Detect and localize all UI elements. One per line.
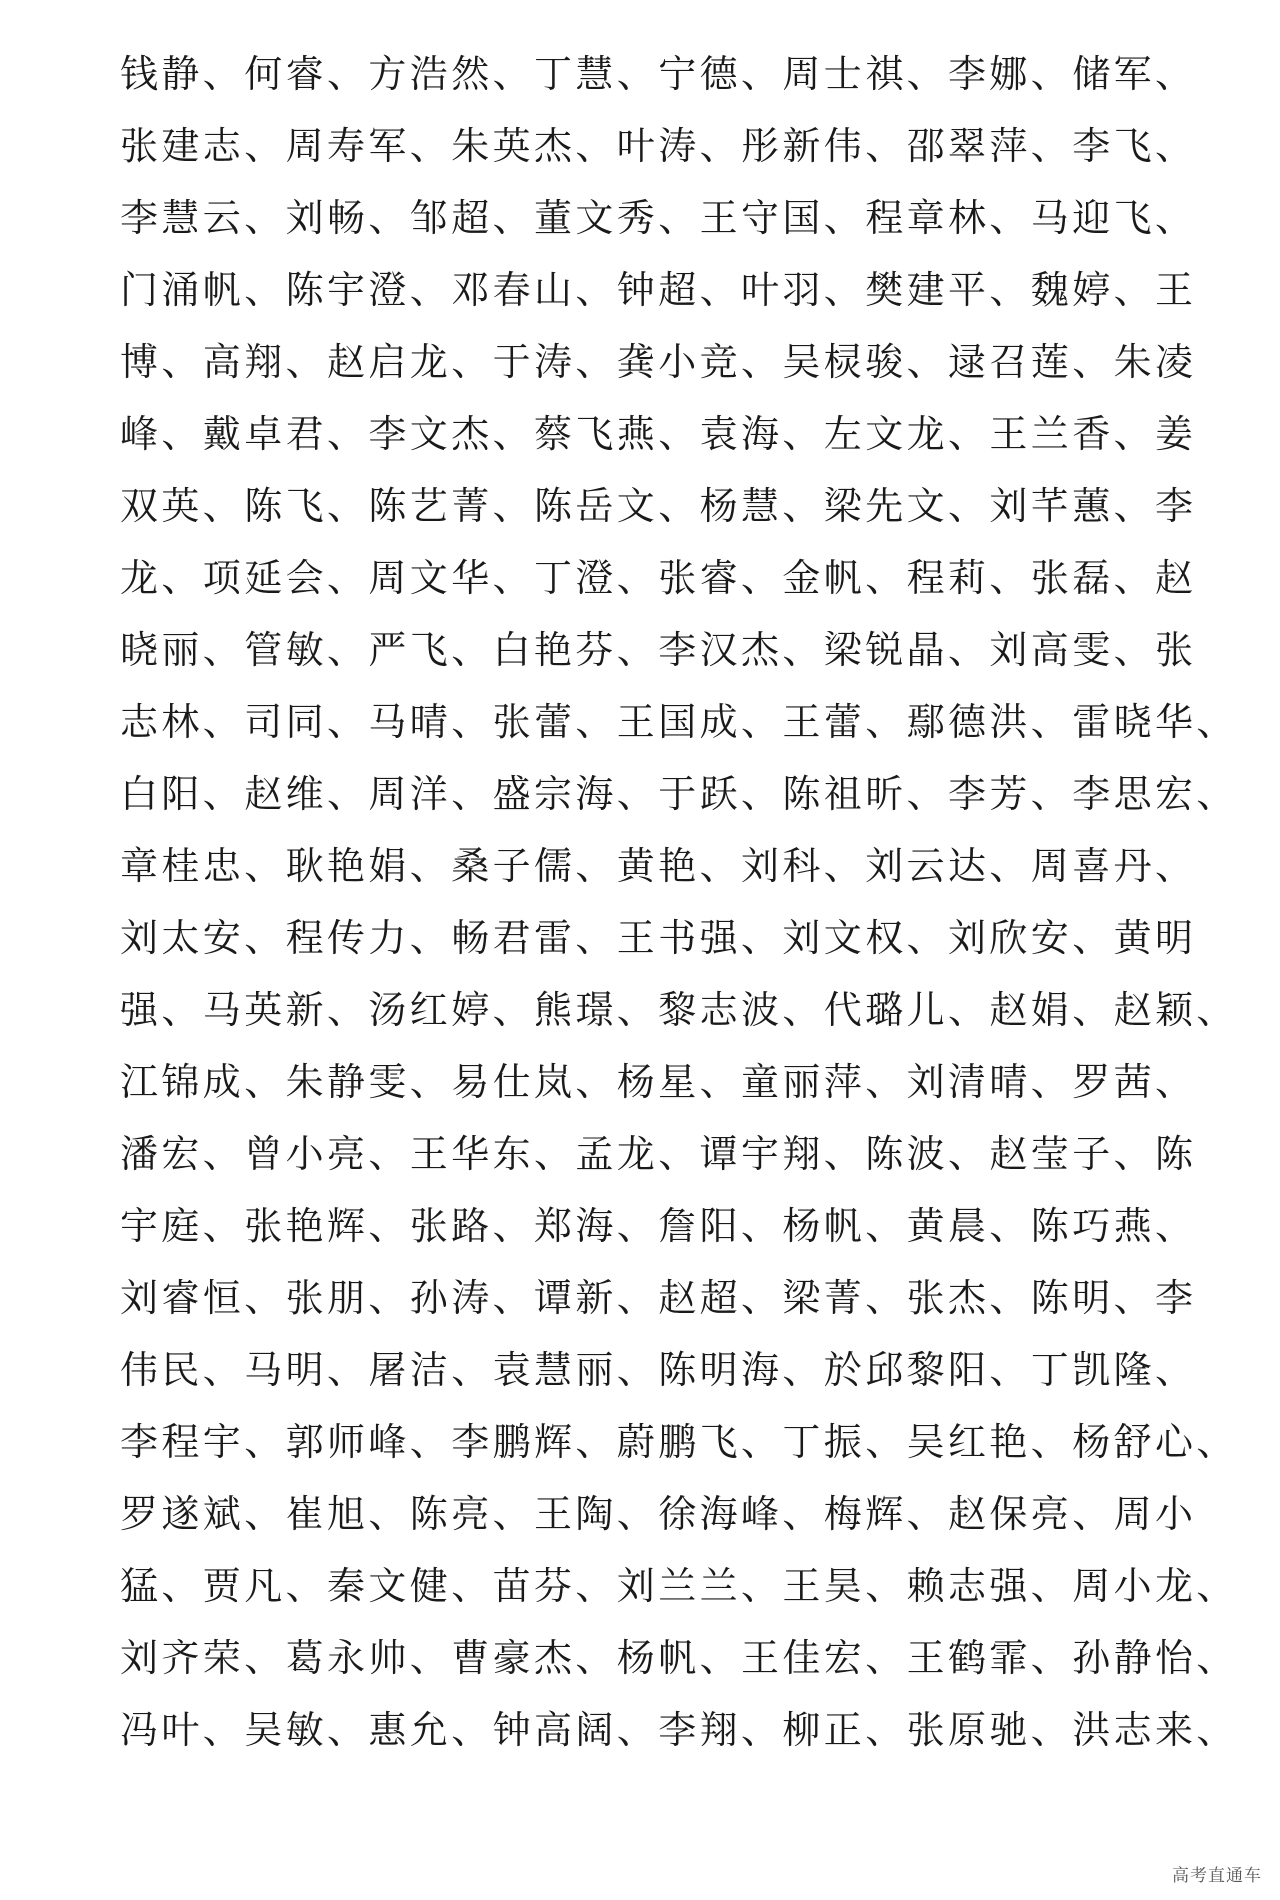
- name-line: 宇庭、张艳辉、张路、郑海、詹阳、杨帆、黄晨、陈巧燕、: [120, 1204, 1197, 1248]
- name-line: 李程宇、郭师峰、李鹏辉、蔚鹏飞、丁振、吴红艳、杨舒心、: [120, 1420, 1238, 1464]
- name-line: 李慧云、刘畅、邹超、董文秀、王守国、程章林、马迎飞、: [120, 196, 1197, 240]
- name-line: 钱静、何睿、方浩然、丁慧、宁德、周士祺、李娜、储军、: [120, 52, 1197, 96]
- name-line: 刘太安、程传力、畅君雷、王书强、刘文权、刘欣安、黄明: [120, 916, 1197, 960]
- name-list: [120, 38, 1238, 1766]
- name-line: 门涌帆、陈宇澄、邓春山、钟超、叶羽、樊建平、魏婷、王: [120, 268, 1197, 312]
- watermark-text: 高考直通车: [1172, 1866, 1262, 1886]
- name-line: 刘齐荣、葛永帅、曹豪杰、杨帆、王佳宏、王鹤霏、孙静怡、: [120, 1636, 1238, 1680]
- name-line: 张建志、周寿军、朱英杰、叶涛、彤新伟、邵翠萍、李飞、: [120, 124, 1197, 168]
- name-line: 志林、司同、马晴、张蕾、王国成、王蕾、鄢德洪、雷晓华、: [120, 700, 1238, 744]
- name-line: 峰、戴卓君、李文杰、蔡飞燕、袁海、左文龙、王兰香、姜: [120, 412, 1197, 456]
- name-line: 强、马英新、汤红婷、熊璟、黎志波、代璐儿、赵娟、赵颖、: [120, 988, 1238, 1032]
- name-line: 罗遂斌、崔旭、陈亮、王陶、徐海峰、梅辉、赵保亮、周小: [120, 1492, 1197, 1536]
- name-line: 晓丽、管敏、严飞、白艳芬、李汉杰、梁锐晶、刘高雯、张: [120, 628, 1197, 672]
- name-line: 伟民、马明、屠洁、袁慧丽、陈明海、於邱黎阳、丁凯隆、: [120, 1348, 1197, 1392]
- name-line: 白阳、赵维、周洋、盛宗海、于跃、陈祖昕、李芳、李思宏、: [120, 772, 1238, 816]
- name-line: 冯叶、吴敏、惠允、钟高阔、李翔、柳正、张原驰、洪志来、: [120, 1708, 1238, 1752]
- name-line: 龙、项延会、周文华、丁澄、张睿、金帆、程莉、张磊、赵: [120, 556, 1197, 600]
- name-line: 博、高翔、赵启龙、于涛、龚小竞、吴棂骏、逯召莲、朱凌: [120, 340, 1197, 384]
- name-line: 潘宏、曾小亮、王华东、孟龙、谭宇翔、陈波、赵莹子、陈: [120, 1132, 1197, 1176]
- name-line: 刘睿恒、张朋、孙涛、谭新、赵超、梁菁、张杰、陈明、李: [120, 1276, 1197, 1320]
- name-line: 章桂忠、耿艳娟、桑子儒、黄艳、刘科、刘云达、周喜丹、: [120, 844, 1197, 888]
- name-line: 猛、贾凡、秦文健、苗芬、刘兰兰、王昊、赖志强、周小龙、: [120, 1564, 1238, 1608]
- name-line: 双英、陈飞、陈艺菁、陈岳文、杨慧、梁先文、刘芊蕙、李: [120, 484, 1197, 528]
- name-line: 江锦成、朱静雯、易仕岚、杨星、童丽萍、刘清晴、罗茜、: [120, 1060, 1197, 1104]
